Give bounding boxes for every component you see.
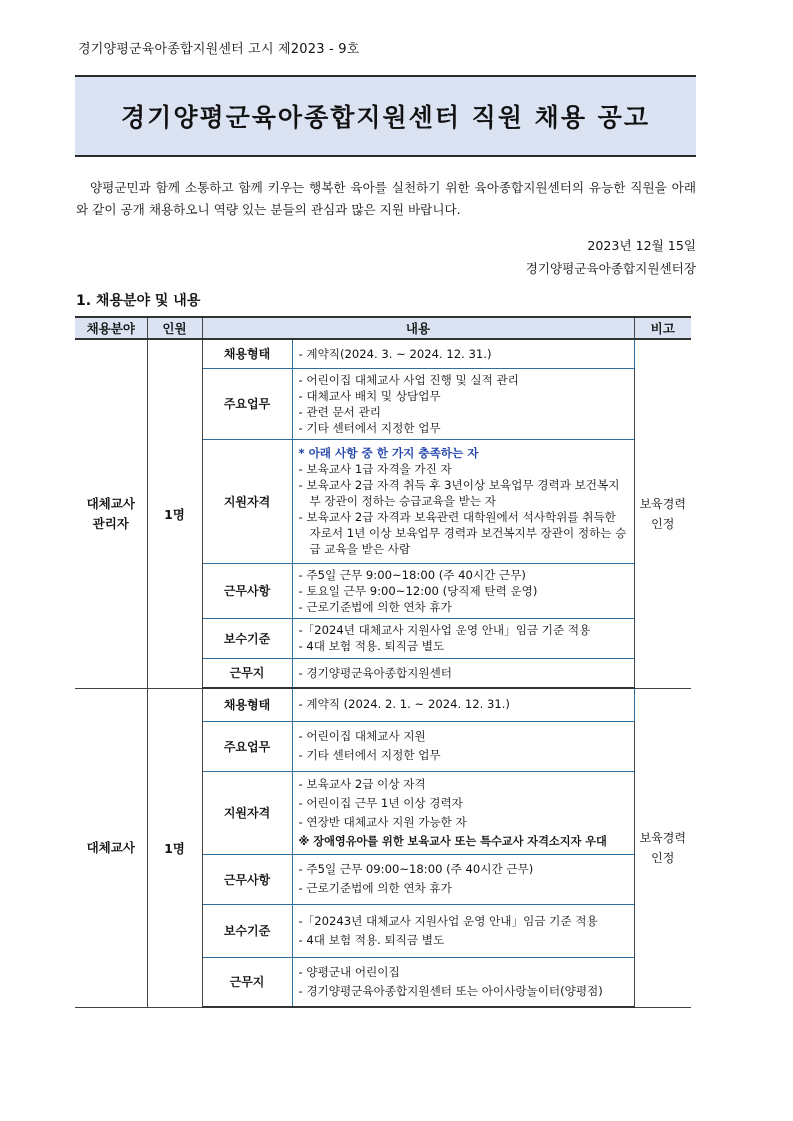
section-heading: 1. 채용분야 및 내용 (76, 293, 201, 309)
content-line: - 양평군내 어린이집 (298, 964, 400, 979)
recruitment-table (75, 316, 691, 1008)
note-line: 보육경력 (639, 496, 686, 511)
page-title: 경기양평군육아종합지원센터 직원 채용 공고 (121, 103, 650, 132)
field-cell (75, 688, 147, 1007)
content-line: - 어린이집 대체교사 사업 진행 및 실적 관리 (298, 372, 519, 387)
row-content (292, 688, 634, 721)
row-content (292, 658, 634, 688)
row-label: 주요업무 (202, 368, 292, 439)
row-label: 채용형태 (202, 339, 292, 368)
content-line: -「2024년 대체교사 지원사업 운영 안내」임금 기준 적용 (298, 623, 591, 637)
field-cell (75, 339, 147, 688)
row-label: 지원자격 (202, 439, 292, 563)
content-line: - 보육교사 2급 이상 자격 (298, 776, 426, 791)
note-cell (634, 339, 691, 688)
header-count: 인원 (147, 317, 202, 339)
field-line: 대체교사 (86, 839, 135, 855)
row-content (292, 854, 634, 904)
content-line: - 근로기준법에 의한 연차 휴가 (298, 881, 452, 895)
row-label: 지원자격 (202, 771, 292, 854)
content-line: - 계약직(2024. 3. ~ 2024. 12. 31.) (298, 346, 492, 361)
row-content (292, 368, 634, 439)
content-line: - 주5일 근무 9:00~18:00 (주 40시간 근무) (298, 567, 526, 582)
header-note: 비고 (634, 317, 691, 339)
row-label: 근무지 (202, 658, 292, 688)
note-line: 인정 (651, 850, 675, 865)
row-content (292, 721, 634, 771)
row-content (292, 618, 634, 658)
content-line: - 기타 센터에서 지정한 업무 (298, 748, 441, 762)
preference-note: ※ 장애영유아를 위한 보육교사 또는 특수교사 자격소지자 우대 (298, 834, 607, 848)
field-line: 대체교사 (86, 495, 135, 511)
note-line: 보육경력 (639, 830, 686, 845)
intro-paragraph: 양평군민과 함께 소통하고 함께 키우는 행복한 육아를 실천하기 위한 육아종합지원센터의 유능한 직원을 아래와 같이 공개 채용하오니 역량 있는 분들의 관심과 많은 지원 바랍니다. (76, 180, 696, 217)
content-line: - 대체교사 배치 및 상담업무 (298, 388, 441, 403)
row-content (292, 957, 634, 1007)
row-label: 채용형태 (202, 688, 292, 721)
content-line: - 기타 센터에서 지정한 업무 (298, 420, 441, 435)
table-row (75, 339, 691, 368)
content-line: - 경기양평군육아종합지원센터 (298, 665, 452, 680)
content-line: - 주5일 근무 09:00~18:00 (주 40시간 근무) (298, 862, 534, 876)
content-line: - 계약직 (2024. 2. 1. ~ 2024. 12. 31.) (298, 697, 510, 712)
content-line: - 4대 보험 적용. 퇴직금 별도 (298, 639, 445, 653)
content-line: - 어린이집 대체교사 지원 (298, 729, 426, 743)
content-line: - 보육교사 1급 자격을 가진 자 (298, 462, 452, 476)
row-label: 주요업무 (202, 721, 292, 771)
header-field: 채용분야 (75, 317, 147, 339)
table-row (75, 688, 691, 721)
content-line: - 어린이집 근무 1년 이상 경력자 (298, 795, 463, 810)
table-header-row (75, 317, 691, 339)
announcement-date: 2023년 12월 15일 (587, 238, 696, 253)
title-banner (75, 75, 696, 157)
row-content (292, 339, 634, 368)
count-cell: 1명 (147, 688, 202, 1007)
row-content (292, 563, 634, 618)
content-line: - 토요일 근무 9:00~12:00 (당직제 탄력 운영) (298, 583, 538, 598)
content-line: - 근로기준법에 의한 연차 휴가 (298, 599, 452, 614)
row-label: 보수기준 (202, 904, 292, 957)
issuer-name: 경기양평군육아종합지원센터장 (525, 261, 696, 276)
content-line: - 관련 문서 관리 (298, 404, 381, 419)
field-line: 관리자 (92, 515, 129, 531)
content-line: - 경기양평군육아종합지원센터 또는 아이사랑놀이터(양평점) (298, 983, 603, 998)
count-cell: 1명 (147, 339, 202, 688)
content-line: - 보육교사 2급 자격 취득 후 3년이상 보육업무 경력과 보건복지부 장관이 정하는 승급교육을 받는 자 (298, 478, 620, 508)
notice-number: 경기양평군육아종합지원센터 고시 제2023 - 9호 (78, 42, 360, 57)
note-cell (634, 688, 691, 1007)
content-line: - 보육교사 2급 자격과 보육관련 대학원에서 석사학위를 취득한 자로서 1년 이상 보육업무 경력과 보건복지부 장관이 정하는 승급 교육을 받은 사람 (298, 510, 627, 556)
header-content: 내용 (202, 317, 634, 339)
content-line: - 연장반 대체교사 지원 가능한 자 (298, 814, 467, 829)
content-line: -「20243년 대체교사 지원사업 운영 안내」임금 기준 적용 (298, 913, 598, 928)
row-content (292, 771, 634, 854)
row-content (292, 439, 634, 563)
row-label: 근무사항 (202, 854, 292, 904)
note-line: 인정 (651, 516, 675, 531)
row-label: 보수기준 (202, 618, 292, 658)
criteria-note: * 아래 사항 중 한 가지 충족하는 자 (298, 446, 479, 460)
row-content (292, 904, 634, 957)
content-line: - 4대 보험 적용. 퇴직금 별도 (298, 932, 445, 947)
row-label: 근무지 (202, 957, 292, 1007)
row-label: 근무사항 (202, 563, 292, 618)
